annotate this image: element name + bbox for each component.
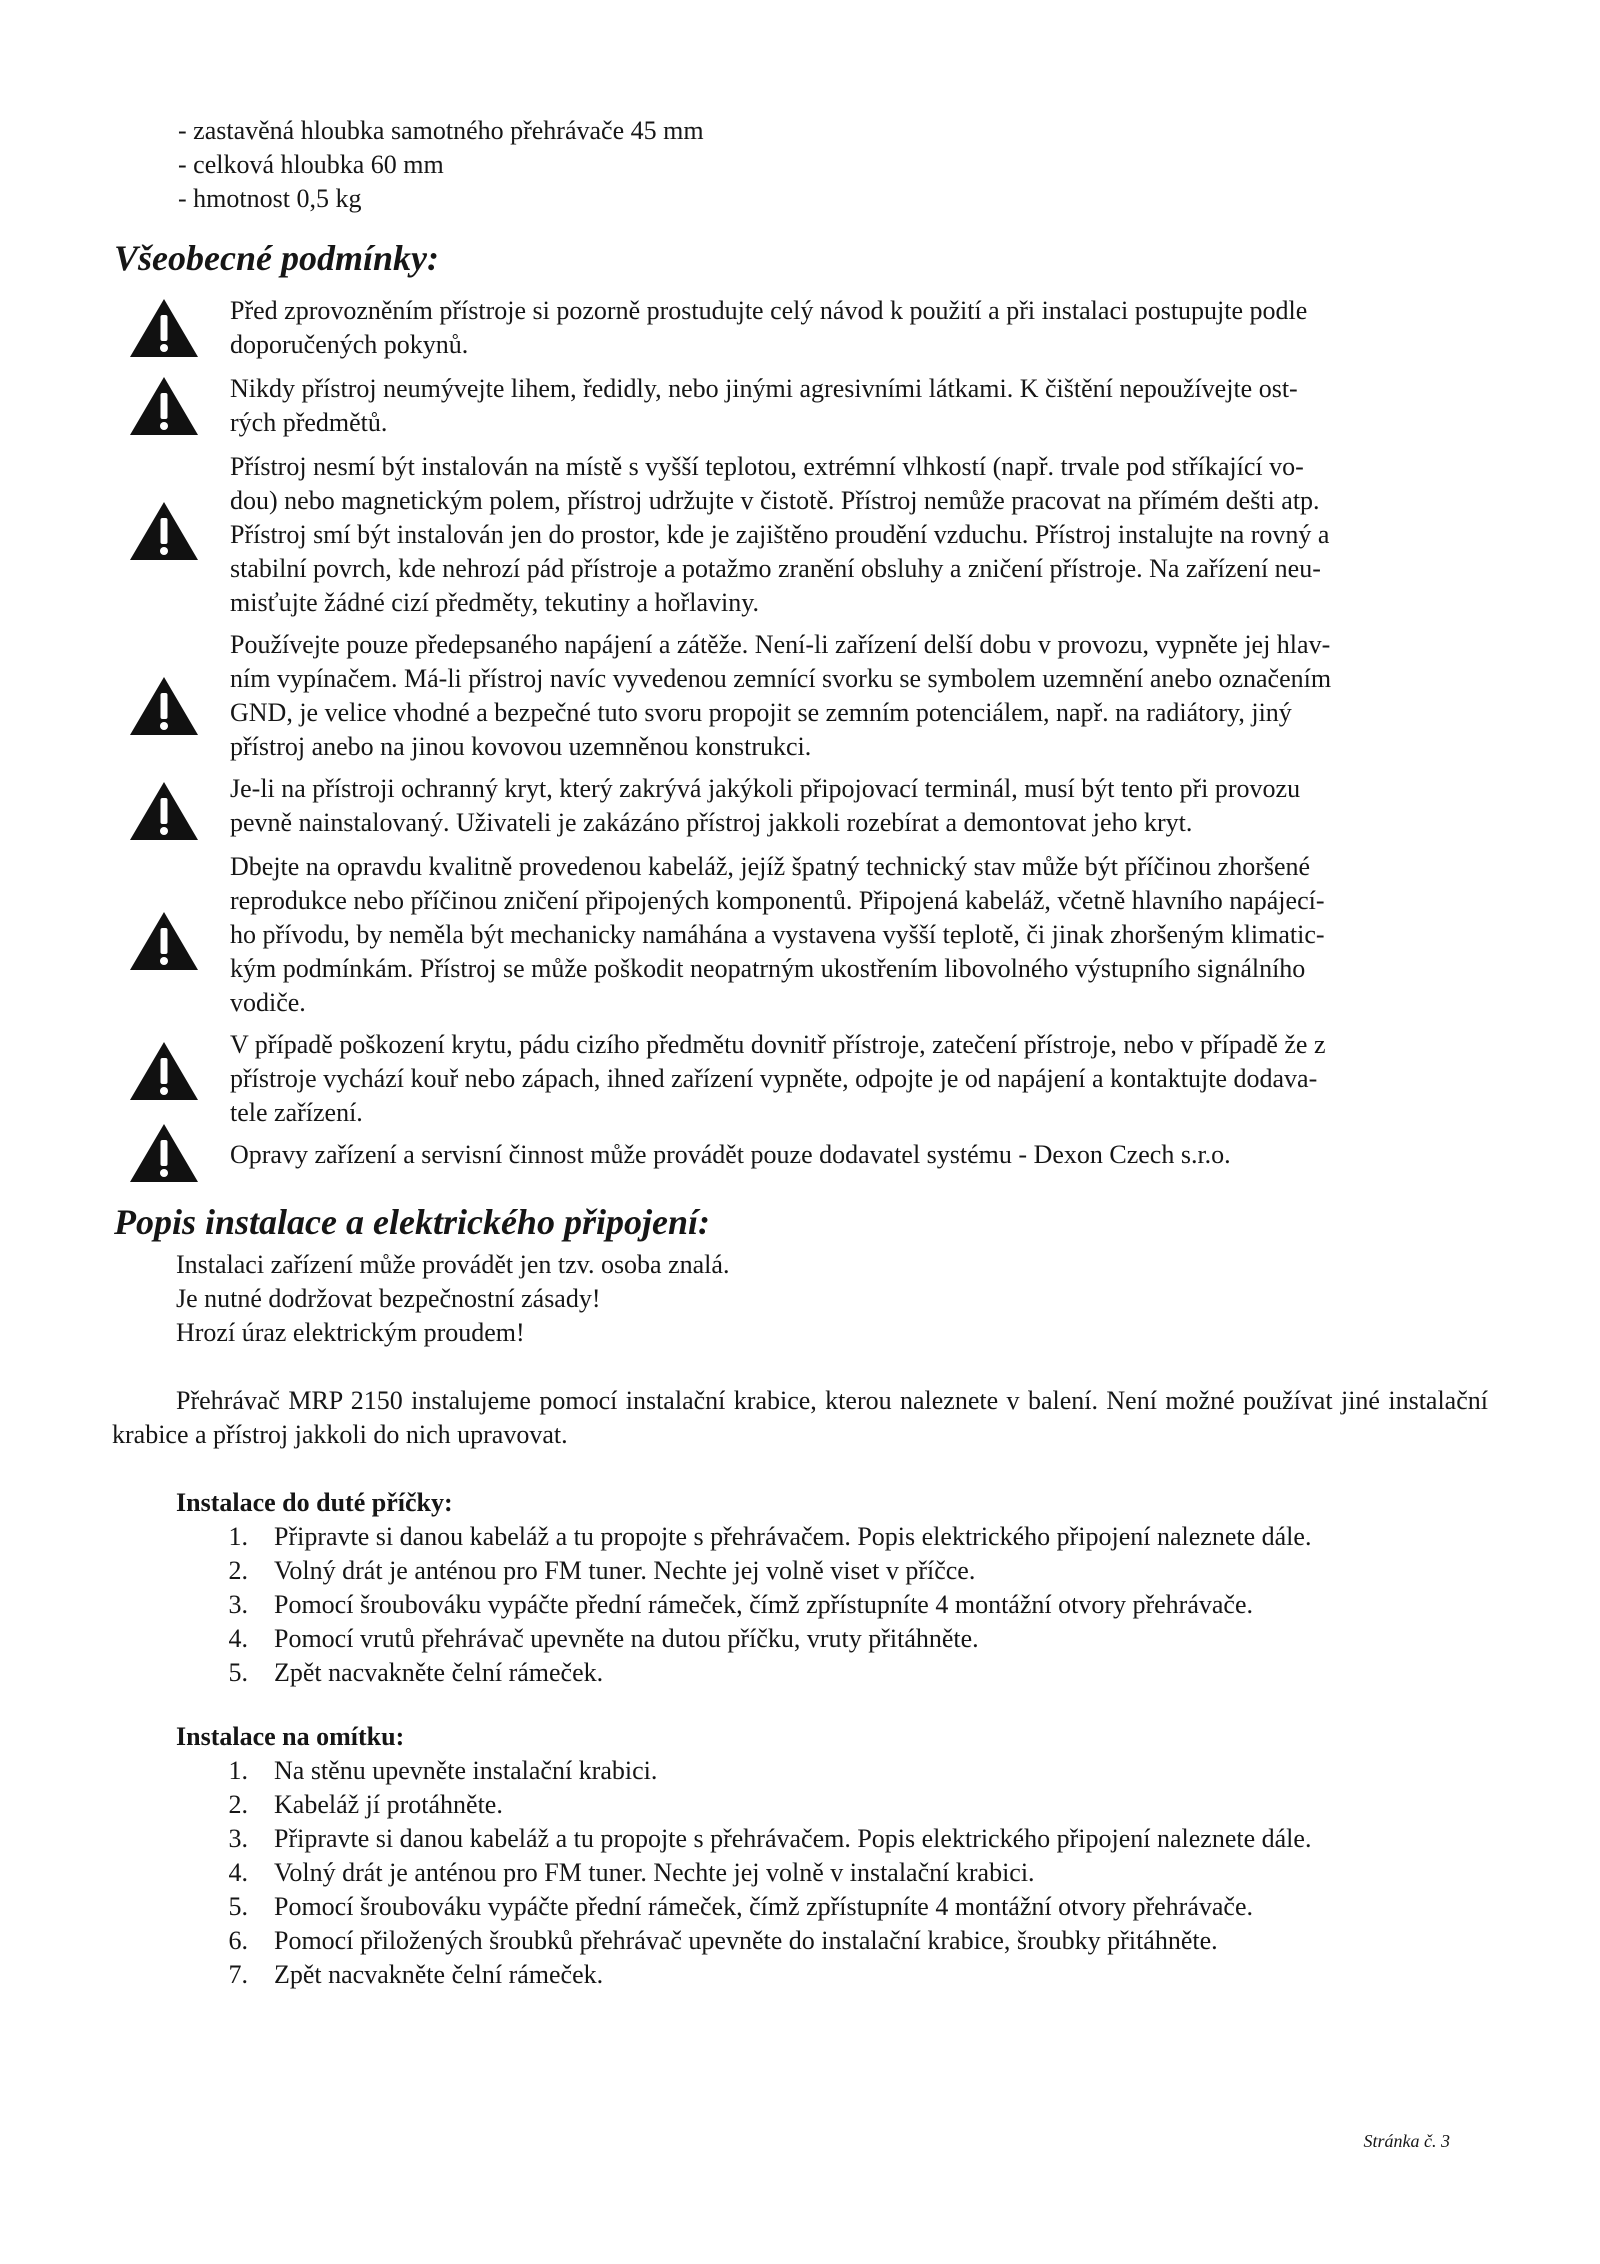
warning-text-6 — [230, 850, 1488, 1020]
warning-text-7 — [230, 1028, 1488, 1130]
spec-item: - celková hloubka 60 mm — [178, 150, 444, 179]
step-text: Kabeláž jí protáhněte. — [274, 1790, 503, 1819]
warning-text-4 — [230, 628, 1488, 764]
step-text: Na stěnu upevněte instalační krabici. — [274, 1756, 658, 1785]
step-text: Zpět nacvakněte čelní rámeček. — [274, 1658, 604, 1687]
warning-line: doporučených pokynů. — [230, 330, 469, 359]
surface-install-heading: Instalace na omítku: — [176, 1722, 405, 1751]
installation-intro — [176, 1248, 729, 1350]
warning-line: vodiče. — [230, 988, 306, 1017]
warning-line: ním vypínačem. Má-li přístroj navíc vyvedenou zemnící svorku se symbolem uzemnění anebo označením — [230, 664, 1332, 693]
warning-triangle-icon — [128, 1040, 200, 1102]
warning-line: Používejte pouze předepsaného napájení a zátěže. Není-li zařízení delší dobu v provozu, vypněte jej hlav- — [230, 630, 1331, 659]
step-text: Zpět nacvakněte čelní rámeček. — [274, 1960, 604, 1989]
warning-line: V případě poškození krytu, pádu cizího předmětu dovnitř přístroje, zatečení přístroje, nebo v případě že z — [230, 1030, 1326, 1059]
warning-line: kým podmínkám. Přístroj se může poškodit neopatrným ukostřením libovolného výstupního signálního — [230, 954, 1306, 983]
warning-line: přístroj anebo na jinou kovovou uzemněnou konstrukci. — [230, 732, 812, 761]
warning-triangle-icon — [128, 500, 200, 562]
warning-triangle-icon — [128, 910, 200, 972]
warning-triangle-icon — [128, 297, 200, 359]
step-text: Pomocí šroubováku vypáčte přední rámeček, čímž zpřístupníte 4 montážní otvory přehrávače. — [274, 1892, 1253, 1921]
warning-line: Dbejte na opravdu kvalitně provedenou kabeláž, jejíž špatný technický stav může být příčinou zhoršené — [230, 852, 1311, 881]
spec-item: - zastavěná hloubka samotného přehrávače 45 mm — [178, 116, 704, 145]
warning-line: Je-li na přístroji ochranný kryt, který zakrývá jakýkoli připojovací terminál, musí být tento při provozu — [230, 774, 1301, 803]
step-text: Připravte si danou kabeláž a tu propojte s přehrávačem. Popis elektrického připojení naleznete dále. — [274, 1824, 1312, 1853]
intro-line: Instalaci zařízení může provádět jen tzv. osoba znalá. — [176, 1250, 730, 1279]
spec-item: - hmotnost 0,5 kg — [178, 184, 362, 213]
warning-text-1 — [230, 294, 1488, 362]
installation-heading: Popis instalace a elektrického připojení: — [114, 1202, 710, 1242]
page-number: Stránka č. 3 — [1363, 2131, 1450, 2151]
warning-triangle-icon — [128, 675, 200, 737]
warning-line: přístroje vychází kouř nebo zápach, ihned zařízení vypněte, odpojte je od napájení a kontaktujte dodava- — [230, 1064, 1318, 1093]
warning-text-5 — [230, 772, 1488, 840]
warning-line: stabilní povrch, kde nehrozí pád přístroje a potažmo zranění obsluhy a zničení přístroje. Na zařízení neu- — [230, 554, 1321, 583]
step-text: Pomocí přiložených šroubků přehrávač upevněte do instalační krabice, šroubky přitáhněte. — [274, 1926, 1218, 1955]
installation-paragraph: Přehrávač MRP 2150 instalujeme pomocí instalační krabice, kterou naleznete v balení. Není možné používat jiné instalační krabice a přístroj jakkoli do nich upravovat. — [112, 1386, 1488, 1449]
warning-text-2 — [230, 372, 1488, 440]
warning-line: reprodukce nebo příčinou zničení připojených komponentů. Připojená kabeláž, včetně hlavního napájecí- — [230, 886, 1325, 915]
step-text: Pomocí šroubováku vypáčte přední rámeček, čímž zpřístupníte 4 montážní otvory přehrávače. — [274, 1590, 1253, 1619]
drywall-install-heading: Instalace do duté příčky: — [176, 1488, 453, 1517]
step-text: Volný drát je anténou pro FM tuner. Nechte jej volně viset v příčce. — [274, 1556, 976, 1585]
intro-line: Je nutné dodržovat bezpečnostní zásady! — [176, 1284, 601, 1313]
document-page: - zastavěná hloubka samotného přehrávače 45 mm - celková hloubka 60 mm - hmotnost 0,5 kg Všeobecné podmínky: Před zprovozněním přístroje si pozorně prostudujte celý návod k použití a při instalaci postupujte podle doporučených pokynů. Nikdy přístroj neumývejte lihem, ředidly, nebo jinými agresivními látkami. K čištění nepoužívejte ost- rých předmětů. Přístroj nesmí být instalován na místě s vyšší teplotou, extrémní vlhkostí (např. trvale pod stříkající vo- dou) nebo magnetickým polem, přístroj udržujte v čistotě. Přístroj nemůže pracovat na přímém dešti atp. Přístroj smí být instalován jen do prostor, kde je zajištěno proudění vzduchu. Přístroj instalujte na rovný a stabilní povrch, kde nehrozí pád přístroje a potažmo zranění obsluhy a zničení přístroje. Na zařízení neu- misťujte žádné cizí předměty, tekutiny a hořlaviny. Používejte pouze předepsaného napájení a zátěže. Není-li zařízení delší dobu v provozu, vypněte jej hlav- ním vypínačem. Má-li přístroj navíc vyvedenou zemnící svorku se symbolem uzemnění anebo označením GND, je velice vhodné a bezpečné tuto svoru propojit se zemním potenciálem, např. na radiátory, jiný přístroj anebo na jinou kovovou uzemněnou konstrukci. Je-li na přístroji ochranný kryt, který zakrývá jakýkoli připojovací terminál, musí být tento při provozu pevně nainstalovaný. Uživateli je zakázáno přístroj jakkoli rozebírat a demontovat jeho kryt. Dbejte na opravdu kvalitně provedenou kabeláž, jejíž špatný technický stav může být příčinou zhoršené reprodukce nebo příčinou zničení připojených komponentů. Připojená kabeláž, včetně hlavního napájecí- ho přívodu, by neměla být mechanicky namáhána a vystavena vyšší teplotě, či jinak zhoršeným klimatic- kým podmínkám. Přístroj se může poškodit neopatrným ukostřením libovolného výstupního signálního vodiče. V případě poškození krytu, pádu cizího předmětu dovnitř přístroje, zatečení přístroje, nebo v případě že z přístroje vychází kouř nebo zápach, ihned zařízení vypněte, odpojte je od napájení a kontaktujte dodava- tele zařízení. Opravy zařízení a servisní činnost může provádět pouze dodavatel systému - Dexon Czech s.r.o. Popis instalace a elektrického připojení: Instalaci zařízení může provádět jen tzv. osoba znalá. Je nutné dodržovat bezpečnostní zásady! Hrozí úraz elektrickým proudem! Přehrávač MRP 2150 instalujeme pomocí instalační krabice, kterou naleznete v balení. Není možné používat jiné instalační krabice a přístroj jakkoli do nich upravovat. Instalace do duté příčky: 1. Připravte si danou kabeláž a tu propojte s přehrávačem. Popis elektrického připojení naleznete dále. 2. Volný drát je anténou pro FM tuner. Nechte jej volně viset v příčce. 3. Pomocí šroubováku vypáčte přední rámeček, čímž zpřístupníte 4 montážní otvory přehrávače. 4. Pomocí vrutů přehrávač upevněte na dutou příčku, vruty přitáhněte. 5. Zpět nacvakněte čelní rámeček. Instalace na omítku: 1. Na stěnu upevněte instalační krabici. 2. Kabeláž jí protáhněte. 3. Připravte si danou kabeláž a tu propojte s přehrávačem. Popis elektrického připojení naleznete dále. 4. Volný drát je anténou pro FM tuner. Nechte jej volně v instalační krabici. 5. Pomocí šroubováku vypáčte přední rámeček, čímž zpřístupníte 4 montážní otvory přehrávače. 6. Pomocí přiložených šroubků přehrávač upevněte do instalační krabice, šroubky přitáhněte. 7. Zpět nacvakněte čelní rámeček. Stránka č. 3 — [112, 116, 1488, 2151]
spec-list — [178, 114, 1478, 216]
warning-text-8 — [230, 1138, 1488, 1172]
warning-line: ho přívodu, by neměla být mechanicky namáhána a vystavena vyšší teplotě, či jinak zhoršeným klimatic- — [230, 920, 1325, 949]
warning-line: GND, je velice vhodné a bezpečné tuto svoru propojit se zemním potenciálem, např. na radiátory, jiný — [230, 698, 1292, 727]
warning-triangle-icon — [128, 375, 200, 437]
warning-line: misťujte žádné cizí předměty, tekutiny a hořlaviny. — [230, 588, 760, 617]
warning-line: Nikdy přístroj neumývejte lihem, ředidly, nebo jinými agresivními látkami. K čištění nepoužívejte ost- — [230, 374, 1298, 403]
step-text: Pomocí vrutů přehrávač upevněte na dutou příčku, vruty přitáhněte. — [274, 1624, 979, 1653]
step-text: Připravte si danou kabeláž a tu propojte s přehrávačem. Popis elektrického připojení naleznete dále. — [274, 1522, 1312, 1551]
warning-line: rých předmětů. — [230, 408, 388, 437]
warning-triangle-icon — [128, 1122, 200, 1184]
warning-text-3 — [230, 450, 1488, 620]
warning-line: pevně nainstalovaný. Uživateli je zakázáno přístroj jakkoli rozebírat a demontovat jeho kryt. — [230, 808, 1193, 837]
warning-line: tele zařízení. — [230, 1098, 363, 1127]
warning-line: Před zprovozněním přístroje si pozorně prostudujte celý návod k použití a při instalaci postupujte podle — [230, 296, 1308, 325]
warning-line: dou) nebo magnetickým polem, přístroj udržujte v čistotě. Přístroj nemůže pracovat na přímém dešti atp. — [230, 486, 1320, 515]
warning-line: Opravy zařízení a servisní činnost může provádět pouze dodavatel systému - Dexon Czech s.r.o. — [230, 1140, 1231, 1169]
warning-line: Přístroj smí být instalován jen do prostor, kde je zajištěno proudění vzduchu. Přístroj instalujte na rovný a — [230, 520, 1330, 549]
warning-triangle-icon — [128, 780, 200, 842]
intro-line: Hrozí úraz elektrickým proudem! — [176, 1318, 525, 1347]
general-conditions-heading: Všeobecné podmínky: — [114, 238, 439, 278]
step-text: Volný drát je anténou pro FM tuner. Nechte jej volně v instalační krabici. — [274, 1858, 1035, 1887]
warning-line: Přístroj nesmí být instalován na místě s vyšší teplotou, extrémní vlhkostí (např. trvale pod stříkající vo- — [230, 452, 1304, 481]
